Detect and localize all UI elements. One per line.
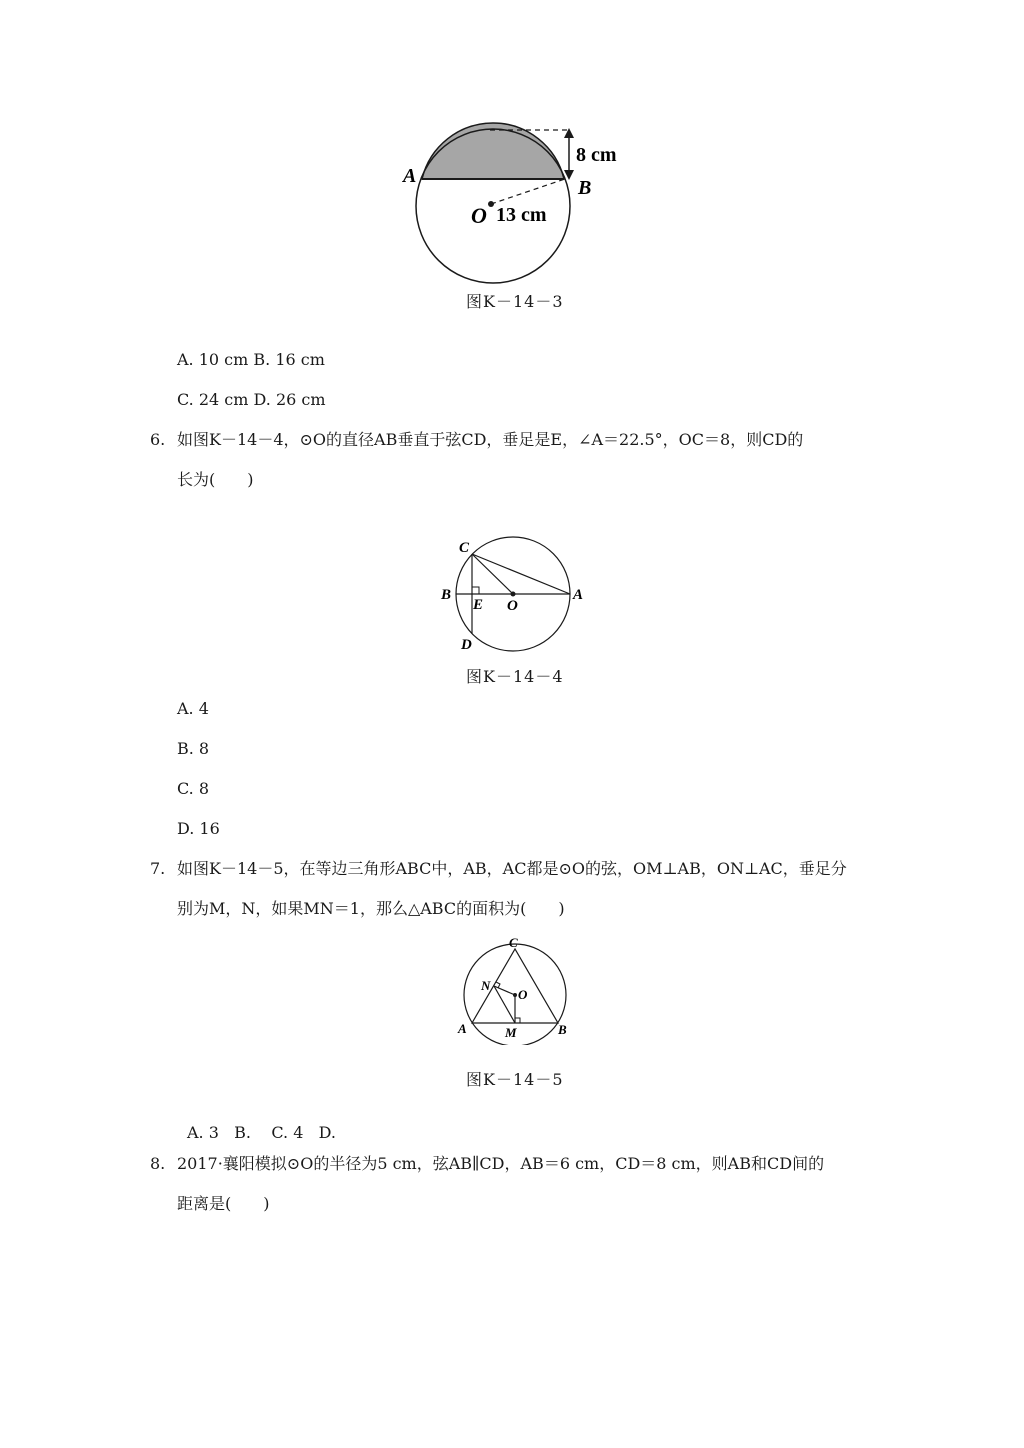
caption-k-14-3: 图K－14－3 xyxy=(466,292,564,311)
center-dot xyxy=(513,993,517,997)
q8-number: 8. xyxy=(150,1154,166,1173)
label-a: A xyxy=(458,1021,467,1036)
label-o: O xyxy=(507,598,518,614)
figure-k-14-5 xyxy=(450,935,580,1045)
q6-text-line1: 如图K－14－4，⊙O的直径AB垂直于弦CD，垂足是E，∠A＝22.5°，OC＝8，则CD的 xyxy=(177,430,804,449)
q8-text-line1: 2017·襄阳模拟⊙O的半径为5 cm，弦AB∥CD，AB＝6 cm，CD＝8 cm，则AB和CD间的 xyxy=(177,1154,825,1173)
segment-mn xyxy=(494,986,515,1023)
label-d: D xyxy=(461,637,472,653)
q6-text-line2: 长为( ) xyxy=(177,470,254,489)
shaded-segment xyxy=(422,123,564,179)
dashed-radius xyxy=(491,179,565,204)
figure-k-14-3 xyxy=(395,120,635,290)
label-c: C xyxy=(459,540,470,556)
label-e: E xyxy=(473,597,484,613)
q5-options-line2: C. 24 cm D. 26 cm xyxy=(177,390,326,409)
label-a: A xyxy=(573,587,584,603)
center-dot xyxy=(511,592,516,597)
label-n: N xyxy=(481,978,491,993)
label-radius: 13 cm xyxy=(496,204,547,226)
segment-ca xyxy=(472,554,570,594)
segment-co xyxy=(472,554,513,594)
q7-text-line1: 如图K－14－5，在等边三角形ABC中，AB，AC都是⊙O的弦，OM⊥AB，ON⊥AC，垂足分 xyxy=(177,859,847,878)
label-a: A xyxy=(403,165,417,187)
label-o: O xyxy=(518,987,528,1002)
label-m: M xyxy=(505,1025,517,1040)
q6-option-a: A. 4 xyxy=(177,699,209,718)
label-c: C xyxy=(509,935,518,950)
q5-options-line1: A. 10 cm B. 16 cm xyxy=(177,350,325,369)
label-o: O xyxy=(471,203,487,228)
figure-k-14-4 xyxy=(435,535,595,655)
center-dot-o xyxy=(488,201,494,207)
q6-option-c: C. 8 xyxy=(177,779,210,798)
q8-text-line2: 距离是( ) xyxy=(177,1194,270,1213)
q6-option-d: D. 16 xyxy=(177,819,220,838)
label-b: B xyxy=(578,177,592,199)
q7-options: A. 3 B. C. 4 D. xyxy=(187,1123,336,1142)
caption-k-14-5: 图K－14－5 xyxy=(466,1070,564,1089)
q7-number: 7. xyxy=(150,859,166,878)
label-height: 8 cm xyxy=(576,144,617,166)
label-b: B xyxy=(558,1022,567,1037)
label-b: B xyxy=(441,587,452,603)
right-angle-m xyxy=(515,1018,520,1023)
q6-number: 6. xyxy=(150,430,166,449)
right-angle-mark xyxy=(472,587,479,594)
q7-text-line2: 别为M，N，如果MN＝1，那么△ABC的面积为( ) xyxy=(177,899,565,918)
caption-k-14-4: 图K－14－4 xyxy=(466,667,564,686)
q6-option-b: B. 8 xyxy=(177,739,210,758)
